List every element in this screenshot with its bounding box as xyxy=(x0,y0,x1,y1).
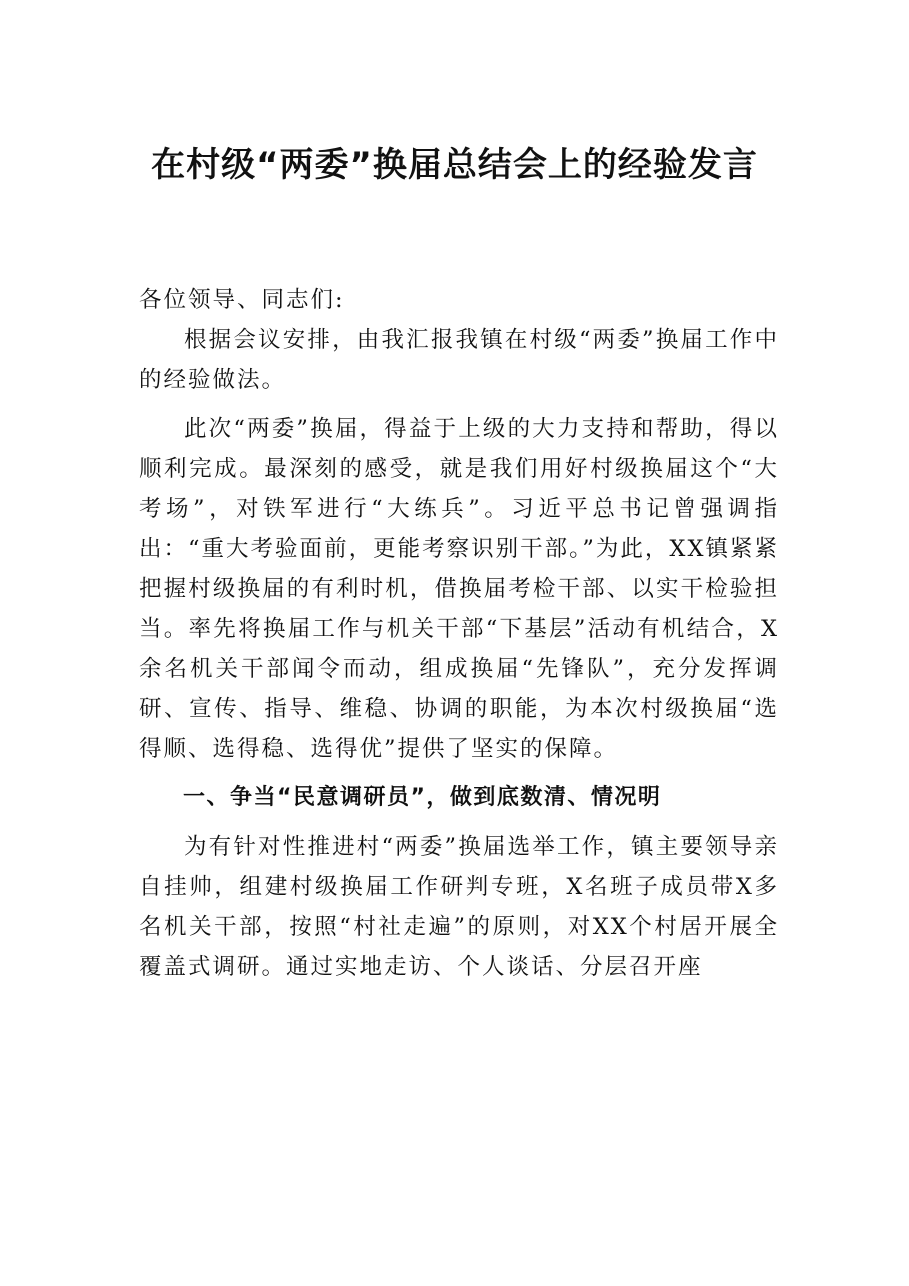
section-paragraph: 为有针对性推进村“两委”换届选举工作，镇主要领导亲自挂帅，组建村级换届工作研判专班，X名班子成员带X多名机关干部，按照“村社走遍”的原则，对XX个村居开展全覆盖式调研。通过实地走访、个人谈话、分层召开座 xyxy=(139,834,779,980)
paragraph-intro: 根据会议安排，由我汇报我镇在村级“两委”换届工作中的经验做法。 xyxy=(139,327,779,393)
salutation: 各位领导、同志们: xyxy=(139,287,345,313)
section-heading: 一、争当“民意调研员”，做到底数清、情况明 xyxy=(183,785,662,810)
document-body xyxy=(139,280,779,987)
document-title: 在村级“两委”换届总结会上的经验发言 xyxy=(151,145,758,185)
paragraph-summary: 此次“两委”换届，得益于上级的大力支持和帮助，得以顺利完成。最深刻的感受，就是我们用好村级换届这个“大考场”，对铁军进行“大练兵”。习近平总书记曾强调指出：“重大考验面前，更能考察识别干部。”为此，XX镇紧紧把握村级换届的有利时机，借换届考检干部、以实干检验担当。率先将换届工作与机关干部“下基层”活动有机结合，X余名机关干部闻令而动，组成换届“先锋队”，充分发挥调研、宣传、指导、维稳、协调的职能，为本次村级换届“选得顺、选得稳、选得优”提供了坚实的保障。 xyxy=(139,416,779,762)
